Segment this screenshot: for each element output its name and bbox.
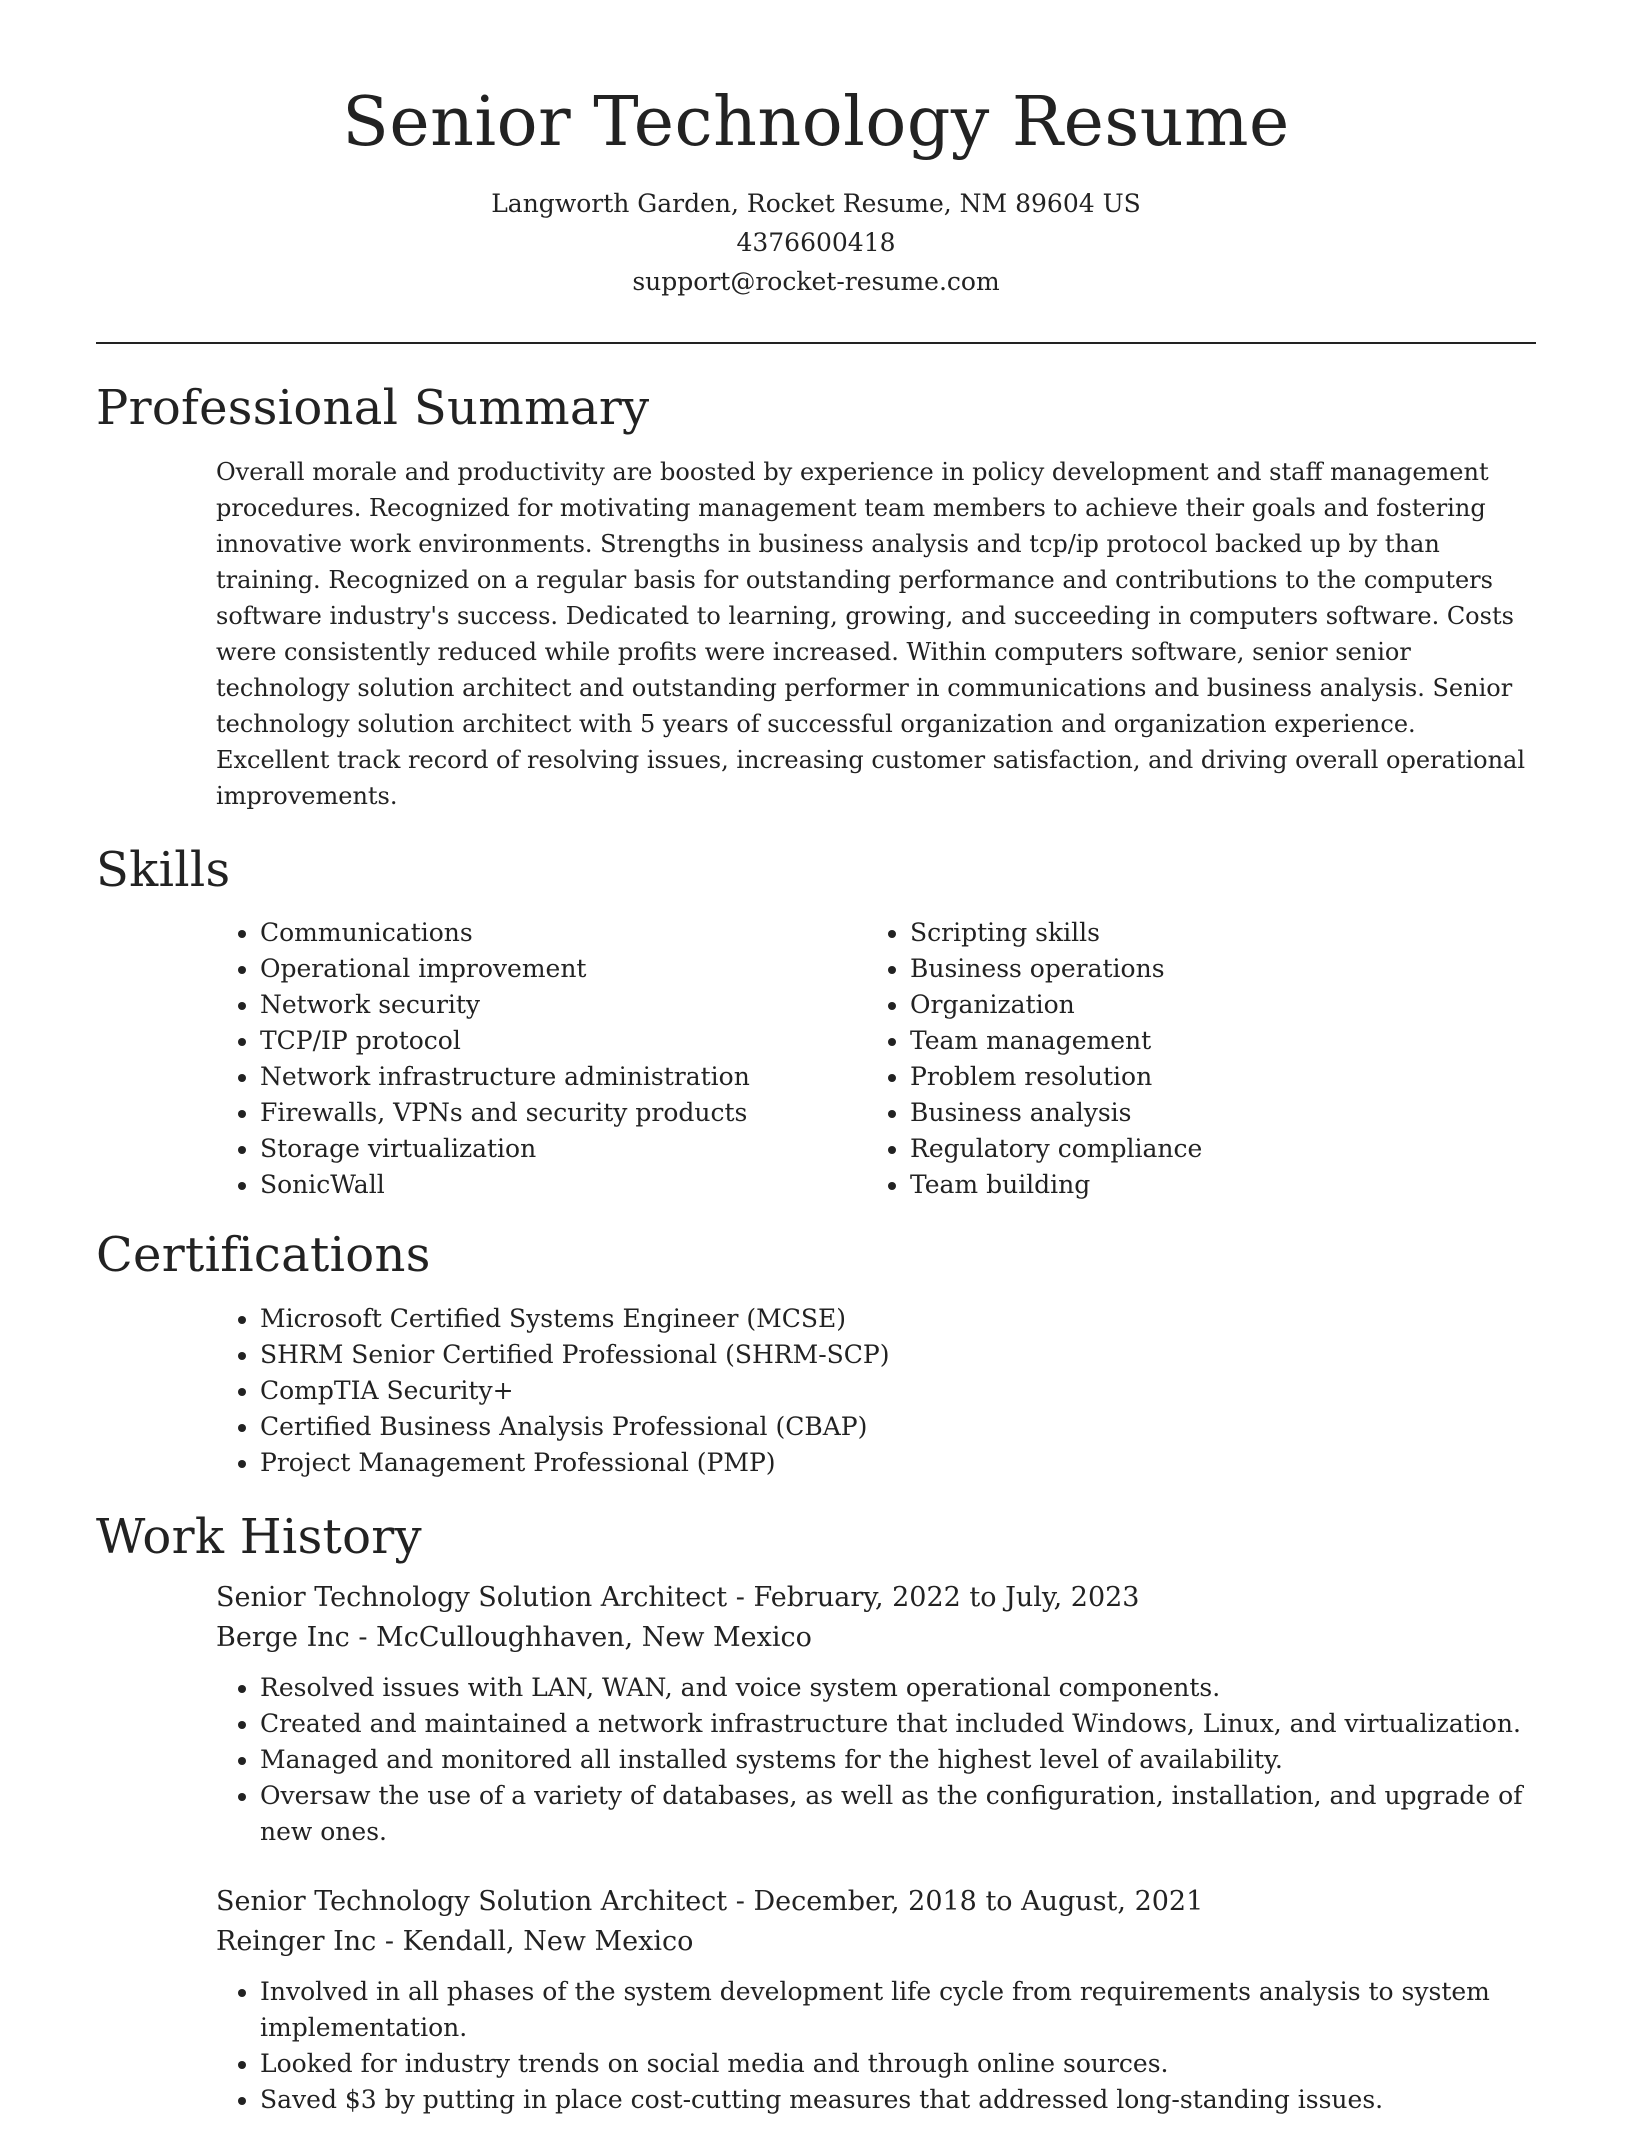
job-company-line: Berge Inc - McCulloughhaven, New Mexico bbox=[216, 1622, 812, 1654]
job-title: Senior Technology Solution Architect bbox=[216, 1582, 728, 1614]
work-history-heading: Work History bbox=[96, 1508, 422, 1565]
job-bullets bbox=[216, 1974, 1536, 2118]
summary-text: Overall morale and productivity are boosted by experience in policy development and staff management procedures. Recognized for motivating management team members to achieve their goals and fostering innovative work environments. Strengths in business analysis and tcp/ip protocol backed up by than training. Recognized on a regular basis for outstanding performance and contributions to the computers software industry's success. Dedicated to learning, growing, and succeeding in computers software. Costs were consistently reduced while profits were increased. Within computers software, senior senior technology solution architect and outstanding performer in communications and business analysis. Senior technology solution architect with 5 years of successful organization and organization experience. Excellent track record of resolving issues, increasing customer satisfaction, and driving overall operational improvements. bbox=[216, 457, 1526, 810]
phone: 4376600418 bbox=[736, 227, 896, 257]
job-bullet: • Resolved issues with LAN, WAN, and voice system operational components. bbox=[260, 1670, 1536, 1706]
contact-block bbox=[0, 184, 1632, 301]
skill-item: • Problem resolution bbox=[910, 1059, 1516, 1095]
resume-header bbox=[0, 0, 1632, 301]
job-dates: December, 2018 to August, 2021 bbox=[753, 1886, 1204, 1918]
job-bullet: • Managed and monitored all installed systems for the highest level of availability. bbox=[260, 1742, 1536, 1778]
certification-item: • Project Management Professional (PMP) bbox=[260, 1445, 1536, 1481]
skill-item: • Team management bbox=[910, 1023, 1516, 1059]
job-bullet: • Involved in all phases of the system development life cycle from requirements analysis to system implementation. bbox=[260, 1974, 1536, 2046]
certifications-heading: Certifications bbox=[96, 1227, 431, 1284]
job-location: Kendall, New Mexico bbox=[402, 1926, 694, 1958]
skill-item: • Team building bbox=[910, 1167, 1516, 1203]
summary-section bbox=[96, 380, 1536, 814]
skills-section bbox=[96, 842, 1536, 1204]
job-bullets bbox=[216, 1670, 1536, 1850]
skill-item: • Network infrastructure administration bbox=[260, 1059, 866, 1095]
skill-item: • Firewalls, VPNs and security products bbox=[260, 1095, 866, 1131]
skill-item: • Organization bbox=[910, 987, 1516, 1023]
skill-item: • SonicWall bbox=[260, 1167, 866, 1203]
skill-item: • Business operations bbox=[910, 951, 1516, 987]
resume-body bbox=[96, 380, 1536, 2150]
job-bullet: • Created and maintained a network infrastructure that included Windows, Linux, and virtualization. bbox=[260, 1706, 1536, 1742]
job-company: Reinger Inc bbox=[216, 1926, 377, 1958]
skill-item: • Business analysis bbox=[910, 1095, 1516, 1131]
job-title-line: Senior Technology Solution Architect - February, 2022 to July, 2023 bbox=[216, 1582, 1140, 1614]
skill-item: • Regulatory compliance bbox=[910, 1131, 1516, 1167]
skill-item: • Storage virtualization bbox=[260, 1131, 866, 1167]
job-location: McCulloughhaven, New Mexico bbox=[376, 1622, 812, 1654]
certification-item: • Certified Business Analysis Professional (CBAP) bbox=[260, 1409, 1536, 1445]
skill-item: • Operational improvement bbox=[260, 951, 866, 987]
email: support@rocket-resume.com bbox=[632, 266, 1000, 296]
skill-item: • Network security bbox=[260, 987, 866, 1023]
job-bullet: • Oversaw the use of a variety of databases, as well as the configuration, installation, and upgrade of new ones. bbox=[260, 1778, 1536, 1850]
resume-title: Senior Technology Resume bbox=[342, 83, 1290, 162]
job-title: Senior Technology Solution Architect bbox=[216, 1886, 728, 1918]
address: Langworth Garden, Rocket Resume, NM 89604 US bbox=[491, 188, 1141, 218]
certifications-list bbox=[216, 1301, 1536, 1481]
work-history-section bbox=[96, 1509, 1536, 2119]
skill-item: • Communications bbox=[260, 915, 866, 951]
job-bullet: • Saved $3 by putting in place cost-cutting measures that addressed long-standing issues. bbox=[260, 2082, 1536, 2118]
skills-list-right bbox=[866, 915, 1516, 1203]
header-divider bbox=[96, 342, 1536, 344]
job-dates: February, 2022 to July, 2023 bbox=[753, 1582, 1140, 1614]
job-company-line: Reinger Inc - Kendall, New Mexico bbox=[216, 1926, 694, 1958]
skills-heading: Skills bbox=[96, 841, 231, 898]
skill-item: • TCP/IP protocol bbox=[260, 1023, 866, 1059]
certification-item: • CompTIA Security+ bbox=[260, 1373, 1536, 1409]
certifications-section bbox=[96, 1227, 1536, 1481]
skill-item: • Scripting skills bbox=[910, 915, 1516, 951]
job-title-line: Senior Technology Solution Architect - December, 2018 to August, 2021 bbox=[216, 1886, 1204, 1918]
job-entry bbox=[216, 1882, 1536, 2118]
skills-list-left bbox=[216, 915, 866, 1203]
job-company: Berge Inc bbox=[216, 1622, 350, 1654]
job-entry bbox=[216, 1578, 1536, 1850]
certification-item: • SHRM Senior Certified Professional (SHRM-SCP) bbox=[260, 1337, 1536, 1373]
summary-heading: Professional Summary bbox=[96, 380, 650, 436]
job-bullet: • Looked for industry trends on social media and through online sources. bbox=[260, 2046, 1536, 2082]
certification-item: • Microsoft Certified Systems Engineer (MCSE) bbox=[260, 1301, 1536, 1337]
